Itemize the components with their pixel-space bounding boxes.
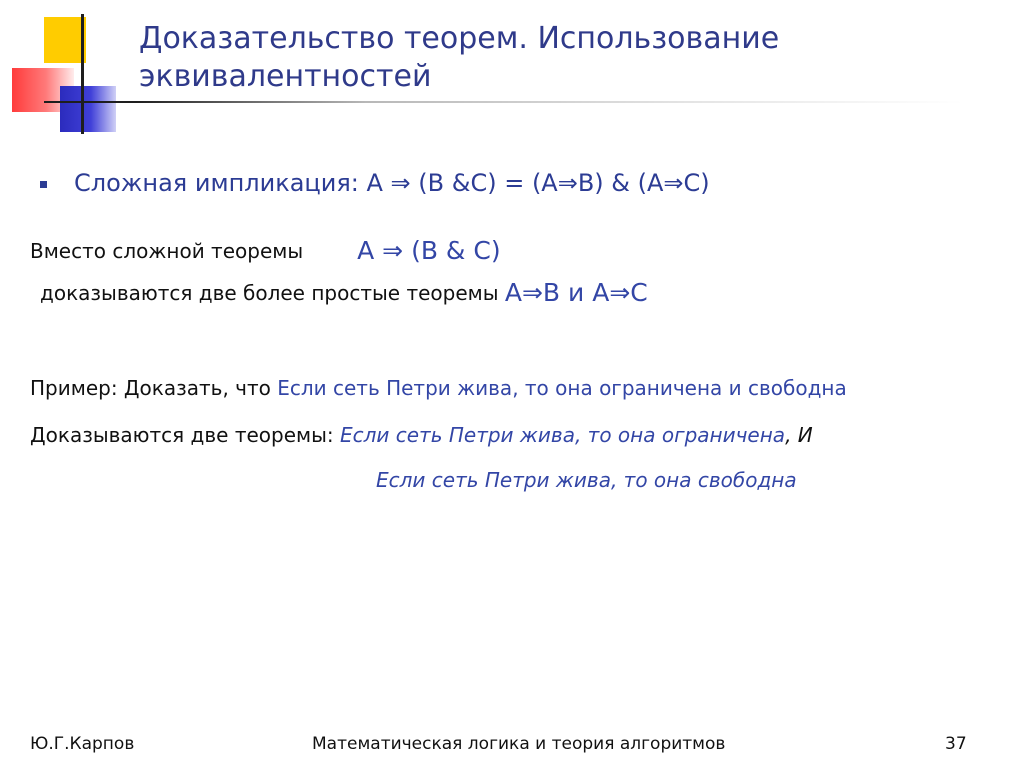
bullet-square-icon: [40, 181, 47, 188]
proved-text: доказываются две более простые теоремы: [40, 281, 505, 305]
two-theorems-label: Доказываются две теоремы:: [30, 423, 340, 447]
bullet-item: [74, 167, 710, 199]
footer-course: Математическая логика и теория алгоритмов: [312, 734, 726, 754]
theorem-separator: , И: [785, 423, 813, 447]
simple-theorems-formula: A⇒B и A⇒C: [504, 278, 648, 307]
logo-vertical-line: [81, 14, 84, 134]
two-theorems-line: [30, 419, 813, 451]
footer-author: Ю.Г.Карпов: [30, 734, 135, 754]
example-line: [30, 372, 847, 404]
proved-line: [40, 277, 648, 309]
example-label: Пример: Доказать, что: [30, 376, 278, 400]
theorem-2: Если сеть Петри жива, то она свободна: [376, 468, 797, 492]
title-divider-line: [44, 101, 964, 103]
instead-text: Вместо сложной теоремы: [30, 239, 304, 263]
logo-blue-square: [60, 86, 116, 132]
slide-title: Доказательство теорем. Использование эквивалентностей: [139, 21, 780, 94]
complex-theorem-formula: A ⇒ (B & C): [357, 236, 501, 265]
bullet-formula: A ⇒ (B &C) = (A⇒B) & (A⇒C): [366, 169, 710, 197]
instead-line: [30, 235, 501, 267]
bullet-label: Сложная импликация:: [74, 169, 367, 197]
theorem-1: Если сеть Петри жива, то она ограничена: [339, 423, 786, 447]
example-statement: Если сеть Петри жива, то она ограничена и свободна: [277, 376, 847, 400]
footer-page-number: 37: [945, 734, 967, 754]
logo-yellow-square: [44, 17, 86, 63]
